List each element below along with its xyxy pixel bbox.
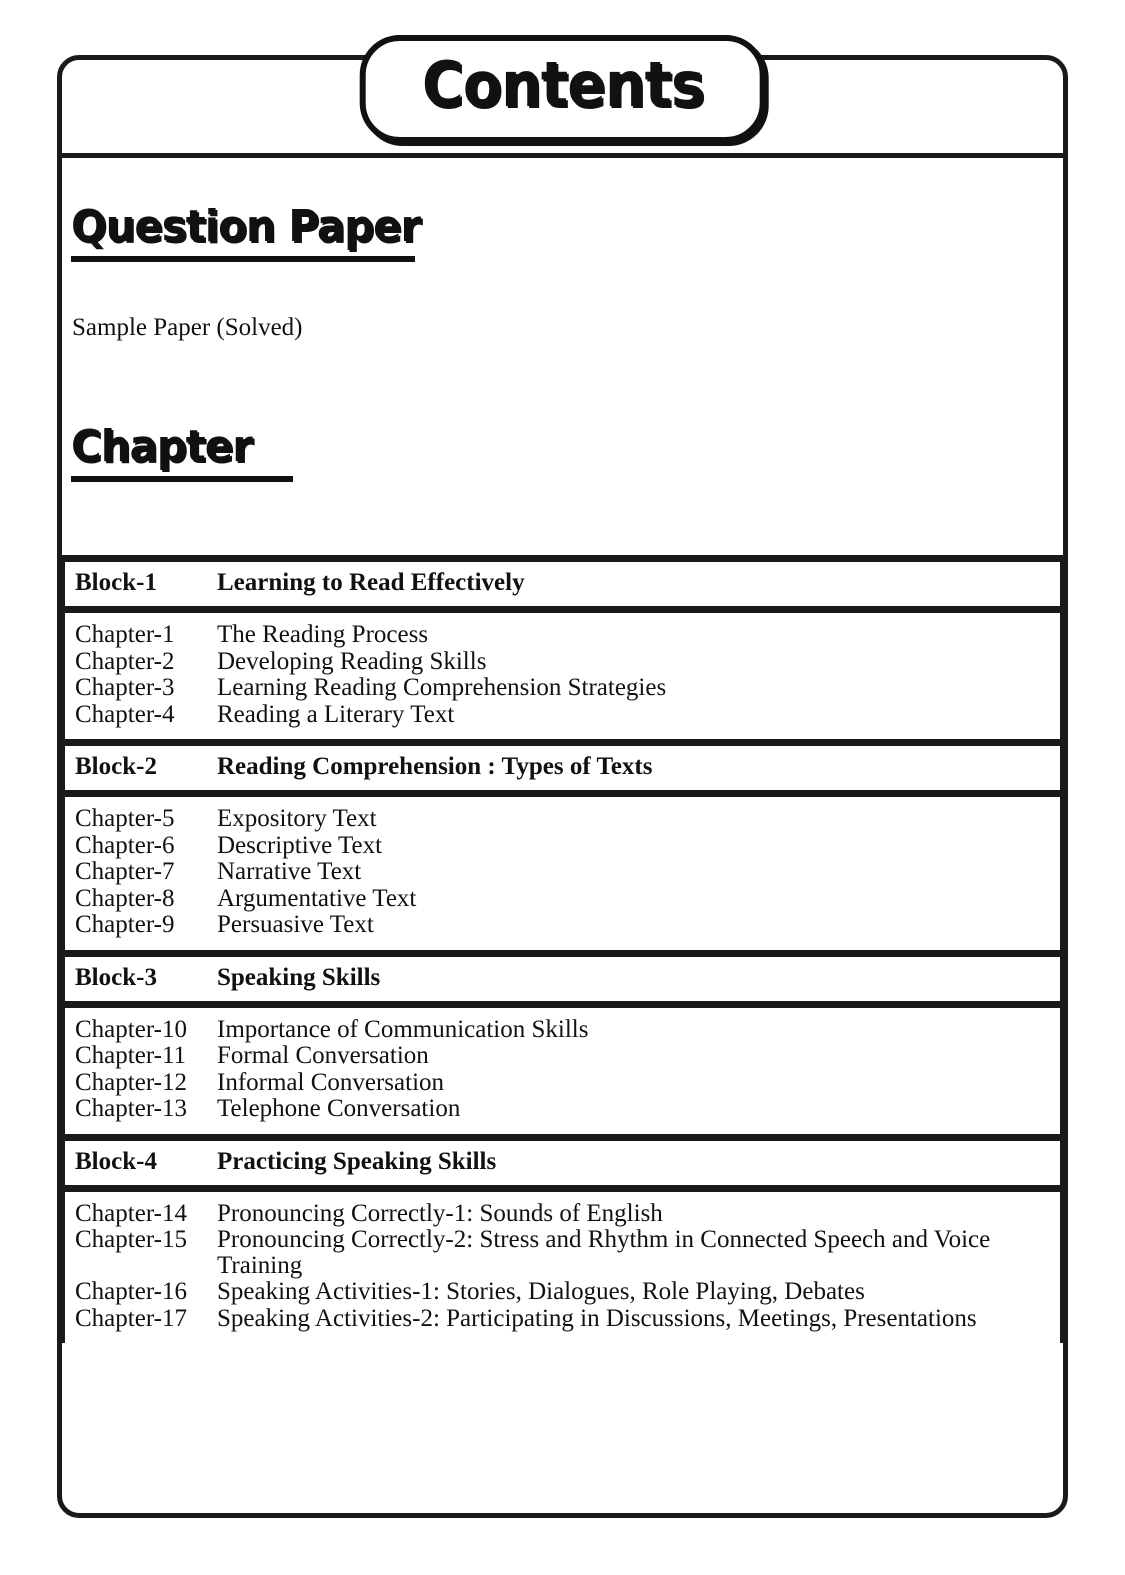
block-id: Block-2 xyxy=(75,753,157,780)
block-header-row xyxy=(65,558,1060,610)
chapter-id: Chapter-17 xyxy=(75,1304,187,1332)
chapter-heading-label: Chapter xyxy=(71,421,252,472)
chapter-id: Chapter-9 xyxy=(75,911,175,938)
chapter-id: Chapter-5 xyxy=(75,805,175,832)
chapter-title: Speaking Activities-1: Stories, Dialogues, Role Playing, Debates xyxy=(217,1278,865,1305)
chapter-row[interactable] xyxy=(65,912,1060,939)
chapter-id: Chapter-3 xyxy=(75,674,175,701)
chapter-group xyxy=(65,1008,1060,1134)
content-area xyxy=(62,158,1063,1513)
block-header-row xyxy=(65,742,1060,794)
chapter-group xyxy=(65,797,1060,950)
chapter-title: Telephone Conversation xyxy=(217,1095,461,1122)
chapter-row[interactable] xyxy=(65,806,1060,833)
chapter-title: Descriptive Text xyxy=(217,831,383,859)
question-paper-heading-label: Question Paper xyxy=(71,201,421,252)
chapter-title: Narrative Text xyxy=(217,858,362,885)
chapter-title: The Reading Process xyxy=(217,621,429,648)
chapter-row[interactable] xyxy=(65,886,1060,913)
chapter-row[interactable] xyxy=(65,1201,1060,1228)
block-id: Block-3 xyxy=(75,963,157,991)
chapter-id: Chapter-2 xyxy=(75,647,175,675)
chapter-row[interactable] xyxy=(65,1043,1060,1070)
question-paper-heading xyxy=(71,200,439,262)
chapter-heading-rule xyxy=(71,476,293,482)
chapter-row[interactable] xyxy=(65,1070,1060,1097)
chapter-id: Chapter-11 xyxy=(75,1042,187,1069)
block-id: Block-4 xyxy=(75,1147,157,1175)
chapter-id: Chapter-7 xyxy=(75,858,175,885)
contents-title: Contents xyxy=(421,48,704,121)
chapter-row[interactable] xyxy=(65,702,1060,729)
chapter-id: Chapter-14 xyxy=(75,1199,187,1227)
chapter-id: Chapter-10 xyxy=(75,1015,187,1043)
chapter-row[interactable] xyxy=(65,1279,1060,1306)
chapter-heading xyxy=(71,420,293,482)
chapter-title: Reading a Literary Text xyxy=(217,700,455,728)
chapter-row[interactable] xyxy=(65,622,1060,649)
block-title: Practicing Speaking Skills xyxy=(217,1147,497,1175)
chapter-id: Chapter-8 xyxy=(75,884,175,912)
chapter-title: Learning Reading Comprehension Strategies xyxy=(217,674,667,701)
toc-body xyxy=(65,558,1060,1343)
block-id: Block-1 xyxy=(75,569,157,596)
chapter-row[interactable] xyxy=(65,649,1060,676)
chapter-title: Pronouncing Correctly-1: Sounds of English xyxy=(217,1199,663,1227)
chapter-row[interactable] xyxy=(65,859,1060,886)
chapter-title: Formal Conversation xyxy=(217,1042,429,1069)
contents-banner-zone xyxy=(62,48,1063,158)
chapter-row[interactable] xyxy=(65,1306,1060,1333)
chapter-title: Importance of Communication Skills xyxy=(217,1015,589,1043)
chapter-id: Chapter-4 xyxy=(75,700,175,728)
chapter-id: Chapter-1 xyxy=(75,621,175,648)
question-paper-heading-rule xyxy=(71,256,415,262)
chapter-row[interactable] xyxy=(65,1227,1060,1279)
block-title: Learning to Read Effectively xyxy=(217,569,525,596)
chapter-row[interactable] xyxy=(65,675,1060,702)
contents-banner xyxy=(359,35,766,143)
block-header-row xyxy=(65,1137,1060,1189)
block-title: Speaking Skills xyxy=(217,963,381,991)
chapter-title: Speaking Activities-2: Participating in Discussions, Meetings, Presentations xyxy=(217,1304,977,1332)
chapter-row[interactable] xyxy=(65,1096,1060,1123)
chapter-group xyxy=(65,613,1060,739)
chapter-id: Chapter-13 xyxy=(75,1095,187,1122)
chapter-row[interactable] xyxy=(65,1017,1060,1044)
chapter-title: Expository Text xyxy=(217,805,377,832)
chapter-row[interactable] xyxy=(65,833,1060,860)
chapter-title: Developing Reading Skills xyxy=(217,647,487,675)
chapter-title: Persuasive Text xyxy=(217,911,374,938)
page-frame xyxy=(57,48,1068,1518)
chapter-title: Informal Conversation xyxy=(217,1068,445,1096)
chapter-id: Chapter-16 xyxy=(75,1278,187,1305)
chapter-id: Chapter-12 xyxy=(75,1068,187,1096)
block-title: Reading Comprehension : Types of Texts xyxy=(217,753,653,780)
block-header-row xyxy=(65,953,1060,1005)
chapter-id: Chapter-6 xyxy=(75,831,175,859)
chapter-title: Pronouncing Correctly-2: Stress and Rhythm in Connected Speech and Voice Training xyxy=(217,1226,991,1279)
sample-paper-entry: Sample Paper (Solved) xyxy=(72,314,303,341)
chapter-title: Argumentative Text xyxy=(217,884,417,912)
table-of-contents xyxy=(62,555,1063,1343)
chapter-group xyxy=(65,1192,1060,1344)
chapter-id: Chapter-15 xyxy=(75,1226,187,1253)
